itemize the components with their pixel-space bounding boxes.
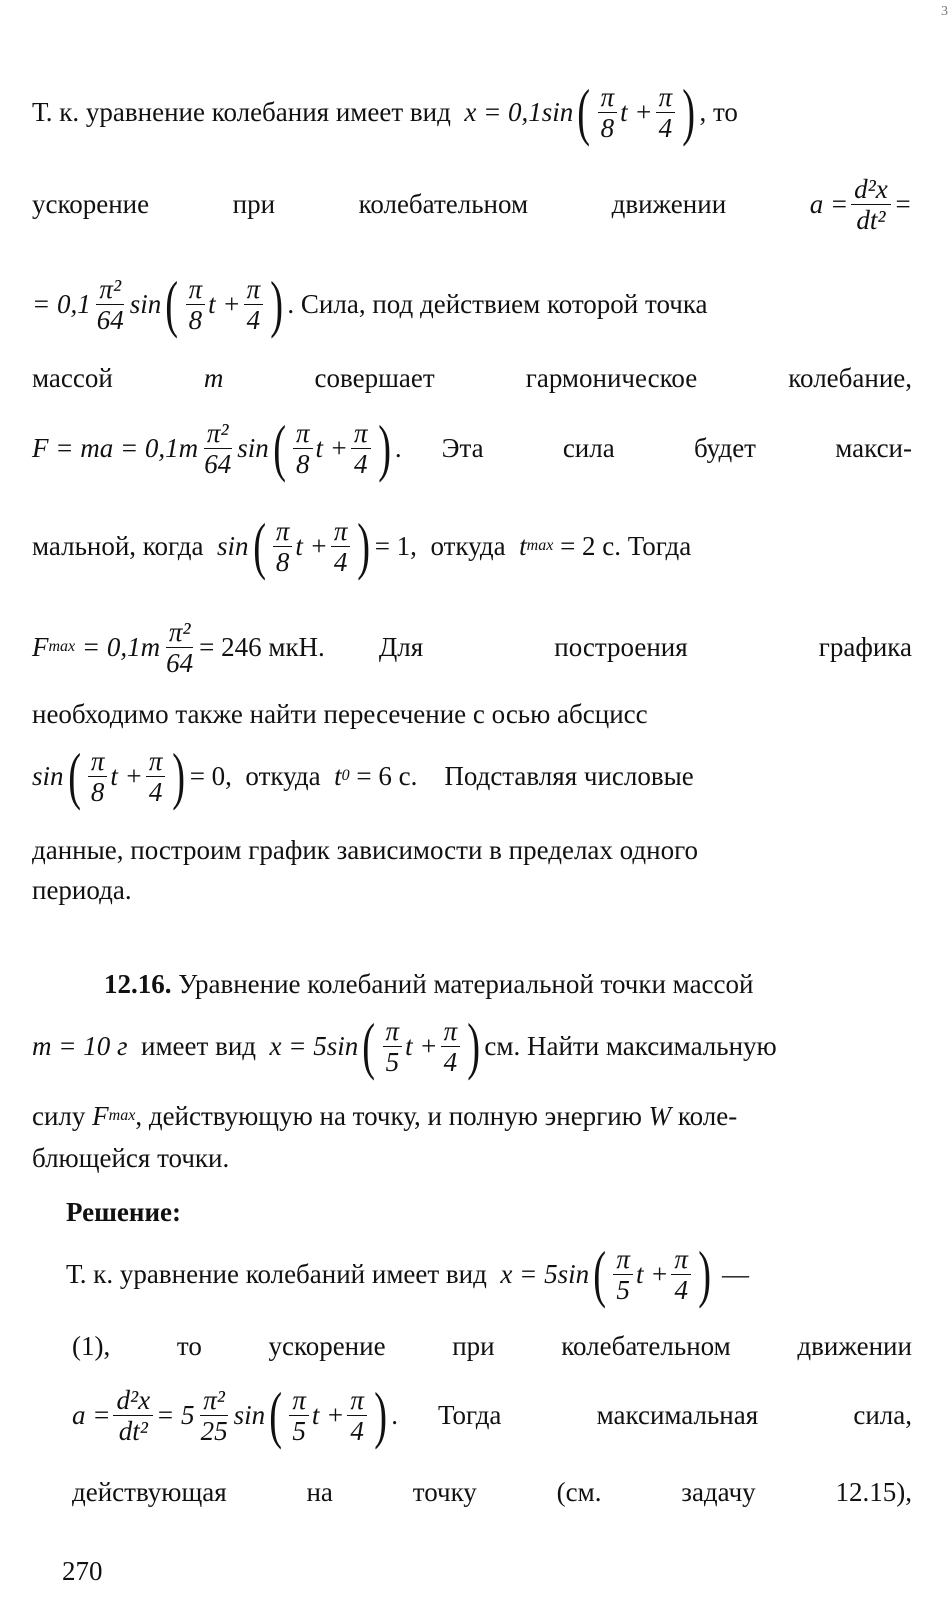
word: действующая <box>72 1476 227 1507</box>
den: dt² <box>118 1415 148 1446</box>
paren-open: ( <box>577 76 591 147</box>
text: , действующую на точку, и полную энергию <box>135 1100 642 1131</box>
den: 8 <box>275 546 290 577</box>
t-plus: t + <box>208 288 241 319</box>
den: dt² <box>856 204 886 235</box>
sin: sin <box>237 432 269 463</box>
t-plus: t + <box>311 1399 345 1430</box>
den: 8 <box>90 776 105 807</box>
paren-open: ( <box>165 268 179 339</box>
word: колебательном <box>358 188 529 219</box>
sin: sin <box>129 288 162 319</box>
num: d²x <box>113 1385 153 1416</box>
paren-close: ) <box>377 412 391 483</box>
word: задачу <box>681 1476 756 1507</box>
num: π² <box>96 274 124 305</box>
t: t <box>334 760 342 791</box>
word: сила, <box>853 1399 912 1430</box>
frac-pi-4 <box>441 1016 461 1077</box>
formula-lhs: x = 0,1sin <box>464 96 574 127</box>
word: будет <box>693 432 756 463</box>
solution-line1 <box>66 1232 912 1316</box>
num: π <box>613 1244 633 1275</box>
solution-line3 <box>72 1372 912 1458</box>
num: π <box>88 746 108 777</box>
frac-d2x-dt2 <box>851 174 891 235</box>
word: Для <box>378 631 424 662</box>
value: = 6 с. <box>356 760 418 791</box>
eq5: = 5 <box>156 1399 195 1430</box>
p1-line5 <box>32 406 912 490</box>
sin: sin <box>217 530 249 561</box>
solution-heading: Решение: <box>66 1196 181 1227</box>
num: π <box>656 82 676 113</box>
num: π <box>146 746 166 777</box>
frac-pi-4 <box>331 516 351 577</box>
sub: max <box>108 1107 136 1124</box>
den: 8 <box>600 112 615 143</box>
paren-close: ) <box>467 1010 481 1081</box>
num: π <box>347 1385 367 1416</box>
formula-Fmax <box>32 617 325 678</box>
solution-line2 <box>72 1324 912 1368</box>
den: 5 <box>385 1046 400 1077</box>
word: Эта <box>441 432 484 463</box>
x-eq: x = 5sin <box>500 1258 590 1289</box>
num: π² <box>200 1385 228 1416</box>
formula-a <box>810 174 912 235</box>
den: 64 <box>96 304 124 335</box>
tail: , то <box>699 96 738 127</box>
formula-x5 <box>500 1238 715 1309</box>
text: мальной, когда <box>32 530 204 561</box>
text: . Сила, под действием которой точка <box>287 288 708 319</box>
num: π <box>289 1385 309 1416</box>
formula-x5 <box>269 1010 485 1081</box>
den: 4 <box>443 1046 458 1077</box>
sin: sin <box>32 760 64 791</box>
text: откуда <box>245 760 321 791</box>
frac-d2x-dt2 <box>113 1385 153 1446</box>
word: колебательном <box>561 1330 731 1361</box>
text: Тогда <box>627 530 692 561</box>
frac-pi-8 <box>88 746 108 807</box>
paren-close: ) <box>682 76 696 147</box>
eq: = <box>893 188 912 219</box>
word: m <box>203 362 224 393</box>
t-plus: t + <box>620 96 653 127</box>
text: блющейся точки. <box>32 1142 230 1173</box>
paren-close: ) <box>357 510 371 581</box>
frac-pi-8 <box>293 418 313 479</box>
num: π <box>293 418 313 449</box>
t-plus: t + <box>110 760 143 791</box>
text: откуда <box>430 530 506 561</box>
paren-open: ( <box>252 510 266 581</box>
den: 25 <box>200 1415 228 1446</box>
t: t <box>519 530 527 561</box>
F-eq: F = ma = 0,1m <box>32 432 199 463</box>
text: Подставляя числовые <box>444 760 694 791</box>
text: данные, построим график зависимости в пределах одного <box>32 834 698 865</box>
coef: = 0,1 <box>32 288 91 319</box>
word: максимальная <box>596 1399 759 1430</box>
problem-line3 <box>32 1094 912 1138</box>
page-number: 270 <box>62 1556 103 1586</box>
p1-line6 <box>32 504 912 588</box>
word: колебание, <box>788 362 912 393</box>
problem-number: 12.16. <box>104 968 172 999</box>
word: то <box>176 1330 202 1361</box>
paren-open: ( <box>362 1010 376 1081</box>
frac-pi2-25 <box>198 1385 231 1446</box>
num: π <box>671 1244 691 1275</box>
paren-open: ( <box>272 412 286 483</box>
paren-open: ( <box>593 1238 607 1309</box>
frac-pi-4 <box>351 418 371 479</box>
paren-open: ( <box>269 1379 283 1450</box>
paren-close: ) <box>270 268 284 339</box>
text-group <box>442 433 912 464</box>
frac-pi-5 <box>289 1385 309 1446</box>
frac-pi-8 <box>186 274 206 335</box>
num: π <box>351 418 371 449</box>
num: d²x <box>851 174 891 205</box>
den: 64 <box>166 647 194 678</box>
den: 8 <box>296 448 310 479</box>
formula-accel <box>32 268 287 339</box>
word: на <box>306 1476 333 1507</box>
word: 12.15), <box>835 1476 912 1507</box>
frac-pi-4 <box>656 82 676 143</box>
sub: 0 <box>341 767 350 784</box>
den: 5 <box>292 1415 306 1446</box>
num: π <box>273 516 293 547</box>
problem-line1 <box>104 964 912 1004</box>
word: ускорение <box>268 1330 386 1361</box>
Fmax <box>92 1101 135 1132</box>
problem-line4 <box>32 1138 912 1178</box>
paren-open: ( <box>67 740 81 811</box>
W: W <box>648 1100 672 1131</box>
formula-sin1 <box>217 510 417 581</box>
sin: sin <box>233 1399 266 1430</box>
frac-pi-5 <box>613 1244 633 1305</box>
num: π² <box>166 617 194 648</box>
text: необходимо также найти пересечение с осью абсцисс <box>32 698 648 729</box>
formula-x <box>464 76 699 147</box>
sub: max <box>526 537 554 554</box>
text: см. Найти максимальную <box>484 1030 777 1061</box>
text: коле- <box>677 1100 738 1131</box>
text: силу <box>32 1100 86 1131</box>
den: 4 <box>354 448 368 479</box>
den: 4 <box>350 1415 364 1446</box>
den: 4 <box>658 112 673 143</box>
mass: m = 10 г <box>32 1030 128 1061</box>
den: 5 <box>616 1274 630 1305</box>
p1-line10 <box>32 830 912 870</box>
corner-mark: 3 <box>941 4 948 19</box>
word: Тогда <box>438 1399 502 1430</box>
solution-heading-line <box>66 1192 912 1232</box>
sub: max <box>48 638 76 655</box>
paren-close: ) <box>374 1379 387 1450</box>
word: движении <box>797 1330 912 1361</box>
tmax <box>519 531 553 562</box>
num: π <box>441 1016 461 1047</box>
word: точку <box>412 1476 477 1507</box>
p1-line9 <box>32 734 912 818</box>
F: F <box>92 1100 109 1131</box>
eq-one: = 1, <box>374 530 417 561</box>
formula-sin0 <box>32 740 232 811</box>
text: Уравнение колебаний материальной точки массой <box>178 968 754 999</box>
word: совершает <box>314 362 435 393</box>
num: π <box>186 274 206 305</box>
frac-pi-4 <box>244 274 264 335</box>
paren-close: ) <box>698 1238 712 1309</box>
word: макси- <box>835 432 912 463</box>
word: движении <box>611 188 727 219</box>
frac-pi-4 <box>146 746 166 807</box>
word: построения <box>554 631 688 662</box>
dash: — <box>722 1258 750 1289</box>
p1-line7 <box>32 604 912 690</box>
formula-F <box>32 412 402 483</box>
word: при <box>452 1330 495 1361</box>
F: F <box>32 631 49 662</box>
den: 64 <box>204 448 232 479</box>
den: 8 <box>188 304 203 335</box>
value: = 2 с. <box>560 530 622 561</box>
den: 4 <box>246 304 261 335</box>
word: сила <box>562 432 615 463</box>
p1-line1 <box>32 72 912 152</box>
text: Т. к. уравнение колебания имеет вид <box>32 96 451 127</box>
t0 <box>334 761 350 792</box>
den: 4 <box>333 546 348 577</box>
word: при <box>232 188 276 219</box>
paren-close: ) <box>172 740 186 811</box>
frac-pi2-64 <box>201 418 234 479</box>
frac-pi-4 <box>347 1385 367 1446</box>
t-plus: t + <box>405 1030 438 1061</box>
word: (1), <box>72 1330 111 1361</box>
p1-line11 <box>32 870 912 910</box>
frac-pi-5 <box>383 1016 403 1077</box>
p1-line4 <box>32 358 912 398</box>
frac-pi2-64 <box>163 617 196 678</box>
frac-pi2-64 <box>94 274 127 335</box>
text: периода. <box>32 874 132 905</box>
t-plus: t + <box>635 1258 669 1289</box>
problem-line2 <box>32 1004 912 1088</box>
text-group <box>438 1400 912 1431</box>
word: (см. <box>556 1476 602 1507</box>
text: имеет вид <box>141 1030 257 1061</box>
word: графика <box>818 631 912 662</box>
word: массой <box>32 362 113 393</box>
eq-zero: = 0, <box>189 760 232 791</box>
text-group <box>379 632 912 663</box>
frac-pi-8 <box>273 516 293 577</box>
frac-pi-8 <box>598 82 618 143</box>
word: ускорение <box>32 188 150 219</box>
dot: . <box>391 1399 398 1430</box>
num: π <box>244 274 264 305</box>
p1-line3 <box>32 262 912 346</box>
eq: = 0,1m <box>81 631 161 662</box>
result: = 246 мкН. <box>199 631 325 662</box>
a-eq: a = <box>72 1399 111 1430</box>
frac-pi-4 <box>671 1244 691 1305</box>
t-plus: t + <box>315 432 349 463</box>
num: π <box>383 1016 403 1047</box>
solution-line4 <box>72 1470 912 1514</box>
p1-line8 <box>32 694 912 734</box>
t-plus: t + <box>295 530 328 561</box>
den: 4 <box>674 1274 688 1305</box>
den: 4 <box>148 776 163 807</box>
p1-line2 <box>32 166 912 242</box>
a-eq: a = <box>809 188 849 219</box>
x-eq: x = 5sin <box>269 1030 359 1061</box>
formula-accel5 <box>72 1379 398 1450</box>
num: π² <box>204 418 232 449</box>
dot: . <box>394 432 402 463</box>
num: π <box>331 516 351 547</box>
text: Т. к. уравнение колебаний имеет вид <box>66 1258 487 1289</box>
num: π <box>598 82 618 113</box>
word: гармоническое <box>525 362 698 393</box>
